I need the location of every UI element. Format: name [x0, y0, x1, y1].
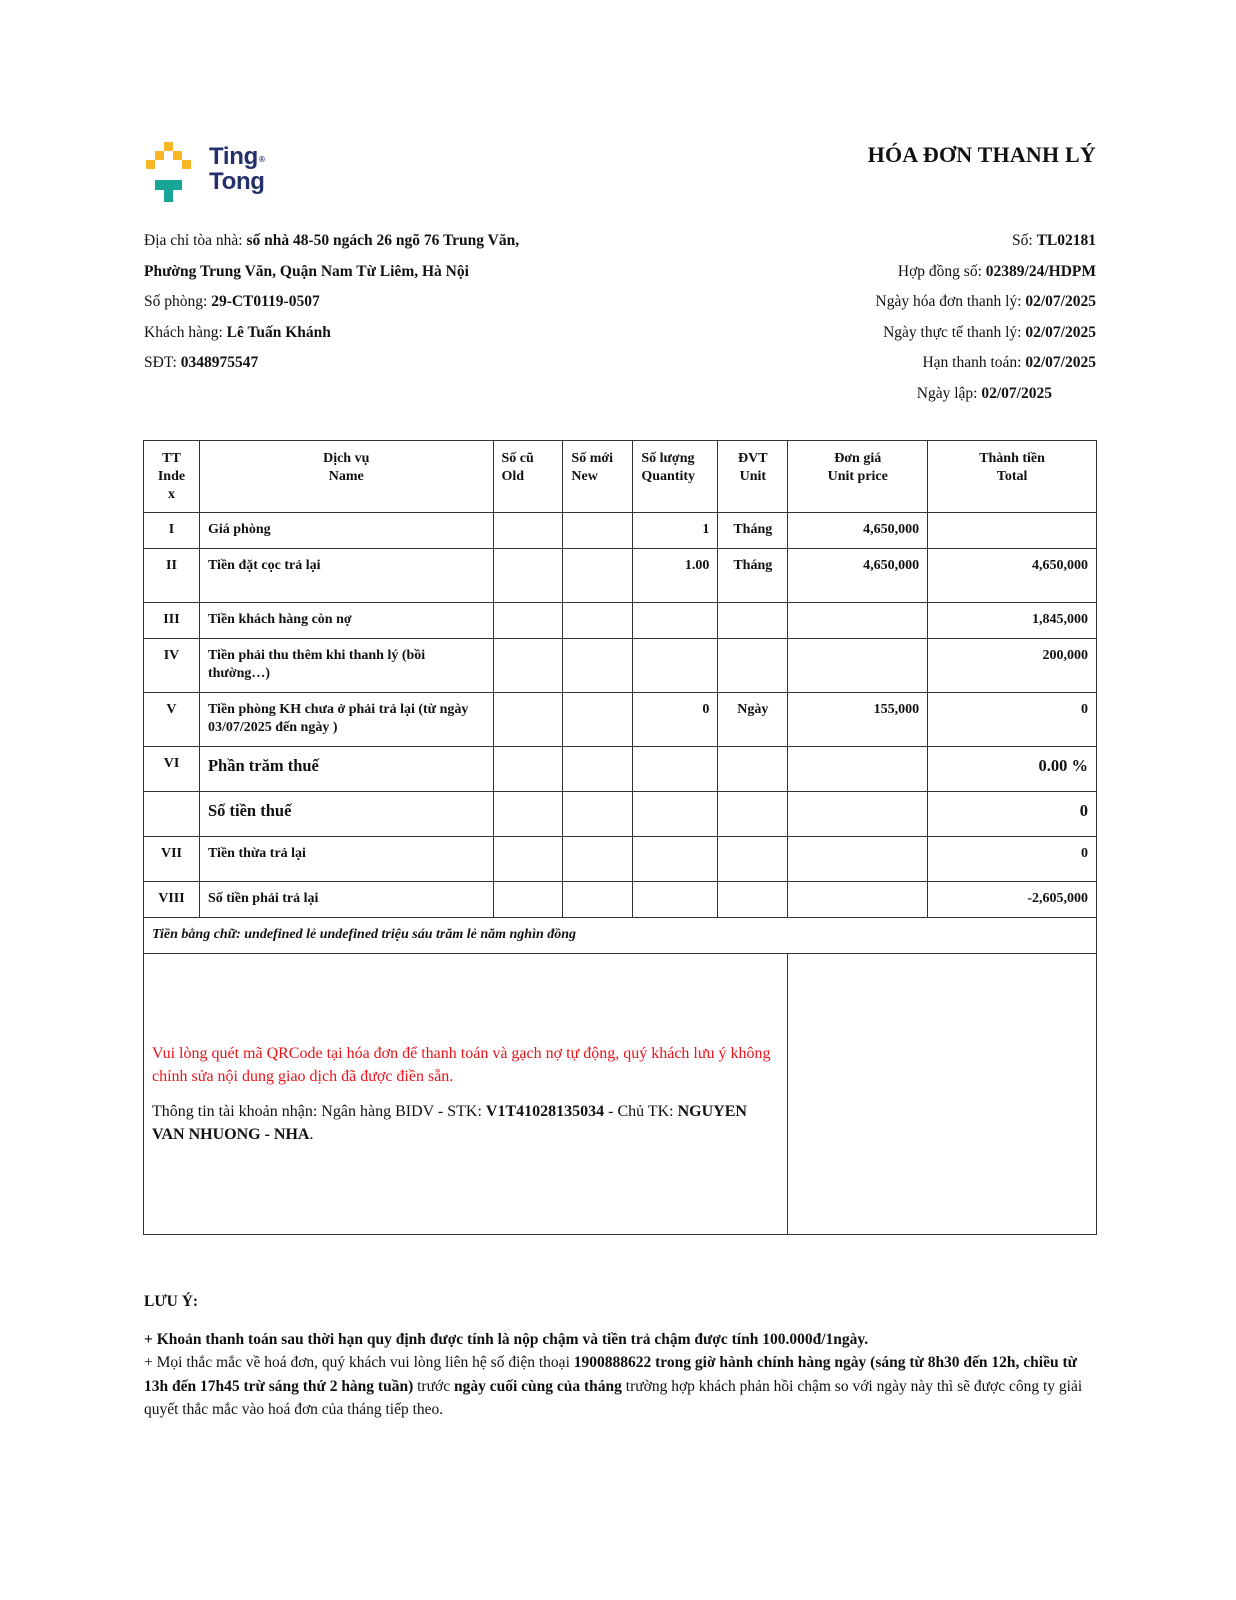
row-name: Tiền khách hàng còn nợ: [199, 603, 493, 639]
account-number: V1T41028135034: [485, 1103, 605, 1120]
bank-account-info: [152, 1100, 779, 1146]
row-unit: [718, 603, 788, 639]
row-unit: [718, 837, 788, 882]
row-total: 1,845,000: [928, 603, 1097, 639]
row-new: [563, 639, 633, 693]
header-total: Thành tiền Total: [928, 441, 1097, 513]
customer-label: Khách hàng:: [144, 323, 227, 341]
invoice-meta: [876, 226, 1096, 409]
table-row: [144, 882, 1097, 918]
row-unit: [718, 639, 788, 693]
table-row: [144, 693, 1097, 747]
row-quantity: [633, 837, 718, 882]
row-name: Số tiền thuế: [199, 792, 493, 837]
row-total: 0.00 %: [928, 747, 1097, 792]
header-index: TT Inde x: [144, 441, 200, 513]
account-holder-label: - Chủ TK:: [604, 1103, 678, 1120]
row-name: Tiền đặt cọc trả lại: [199, 549, 493, 603]
phone-line: [144, 348, 519, 379]
row-name: Tiền phòng KH chưa ở phải trả lại (từ ngày 03/07/2025 đến ngày ): [199, 693, 493, 747]
row-name: Tiền thừa trả lại: [199, 837, 493, 882]
notes-heading: LƯU Ý:: [144, 1293, 199, 1310]
row-old: [493, 837, 563, 882]
row-unit: [718, 747, 788, 792]
qr-code-cell: [788, 954, 1097, 1235]
row-new: [563, 747, 633, 792]
invoice-date-label: Ngày hóa đơn thanh lý:: [875, 293, 1026, 310]
row-name: Phần trăm thuế: [199, 747, 493, 792]
row-old: [493, 549, 563, 603]
row-index: II: [144, 549, 200, 603]
row-old: [493, 792, 563, 837]
logo-wordmark: [209, 144, 265, 194]
amount-in-words: Tiền bằng chữ: undefined lẻ undefined triệu sáu trăm lẻ năm nghìn đồng: [144, 918, 1097, 954]
created-date-label: Ngày lập:: [916, 384, 982, 402]
account-label: Thông tin tài khoản nhận: Ngân hàng BIDV - STK:: [152, 1103, 486, 1120]
row-old: [493, 603, 563, 639]
contact-note: [144, 1351, 1104, 1422]
row-quantity: [633, 747, 718, 792]
row-name: Tiền phải thu thêm khi thanh lý (bồi thường…): [199, 639, 493, 693]
header-old: Số cũ Old: [493, 441, 563, 513]
contract-label: Hợp đồng số:: [897, 262, 986, 280]
header-new: Số mới New: [563, 441, 633, 513]
row-old: [493, 693, 563, 747]
row-index: V: [144, 693, 200, 747]
account-holder: NGUYEN VAN NHUONG - NHA: [152, 1103, 747, 1143]
qr-notice: Vui lòng quét mã QRCode tại hóa đơn để thanh toán và gạch nợ tự động, quý khách lưu ý không chỉnh sửa nội dung giao dịch đã được điền sẵn.: [152, 1045, 771, 1085]
row-quantity: [633, 603, 718, 639]
row-name: Giá phòng: [199, 513, 493, 549]
logo-square-icon: [182, 160, 191, 169]
header-quantity: Số lượng Quantity: [633, 441, 718, 513]
logo-square-icon: [155, 151, 164, 160]
late-payment-note: + Khoản thanh toán sau thời hạn quy định được tính là nộp chậm và tiền trả chậm được tính 100.000đ/1ngày.: [144, 1330, 869, 1348]
invoice-date-value: 02/07/2025: [1025, 293, 1096, 310]
logo-bar-icon: [155, 180, 182, 190]
tingtong-logo: [144, 142, 294, 204]
row-unit-price: [788, 837, 928, 882]
row-quantity: 1.00: [633, 549, 718, 603]
row-index: VII: [144, 837, 200, 882]
row-unit-price: [788, 639, 928, 693]
row-unit: Tháng: [718, 549, 788, 603]
due-date-line: [876, 348, 1096, 379]
actual-date-value: 02/07/2025: [1025, 323, 1096, 341]
row-unit-price: 155,000: [788, 693, 928, 747]
row-quantity: [633, 882, 718, 918]
logo-square-icon: [146, 160, 155, 169]
row-new: [563, 882, 633, 918]
amount-in-words-row: [144, 918, 1097, 954]
header-unit-price: Đơn giá Unit price: [788, 441, 928, 513]
row-new: [563, 837, 633, 882]
actual-date-line: [876, 318, 1096, 349]
payment-info: [144, 954, 787, 1146]
row-unit-price: [788, 792, 928, 837]
row-new: [563, 549, 633, 603]
row-unit-price: [788, 882, 928, 918]
logo-square-icon: [164, 142, 173, 151]
logo-square-icon: [173, 151, 182, 160]
invoice-number-label: Số:: [1012, 232, 1037, 249]
payment-row: [144, 954, 1097, 1235]
invoice-number-line: [876, 226, 1096, 257]
phone-value: 0348975547: [180, 354, 259, 371]
table-header-row: [144, 441, 1097, 513]
notes-section: [144, 1290, 1104, 1422]
contact-note-text: + Mọi thắc mắc về hoá đơn, quý khách vui lòng liên hệ số điện thoại: [144, 1354, 574, 1371]
row-total: 0: [928, 792, 1097, 837]
row-quantity: [633, 639, 718, 693]
row-total: 0: [928, 837, 1097, 882]
row-total: 4,650,000: [928, 549, 1097, 603]
logo-stem-icon: [164, 190, 173, 202]
due-date-label: Hạn thanh toán:: [922, 354, 1026, 371]
contract-value: 02389/24/HDPM: [985, 262, 1096, 280]
account-suffix: .: [309, 1126, 314, 1143]
row-old: [493, 882, 563, 918]
created-date-value: 02/07/2025: [981, 384, 1052, 402]
actual-date-label: Ngày thực tế thanh lý:: [883, 323, 1026, 341]
row-unit-price: [788, 603, 928, 639]
row-old: [493, 639, 563, 693]
row-unit: [718, 882, 788, 918]
row-unit: [718, 792, 788, 837]
invoice-table: [143, 440, 1097, 1235]
table-row: [144, 747, 1097, 792]
row-index: III: [144, 603, 200, 639]
room-value: 29-CT0119-0507: [211, 293, 320, 310]
row-index: I: [144, 513, 200, 549]
row-quantity: [633, 792, 718, 837]
invoice-date-line: [876, 287, 1096, 318]
row-new: [563, 792, 633, 837]
row-total: 200,000: [928, 639, 1097, 693]
address-value-2: Phường Trung Văn, Quận Nam Từ Liêm, Hà Nội: [144, 262, 469, 280]
row-unit: Tháng: [718, 513, 788, 549]
row-total: [928, 513, 1097, 549]
logo-text-ting: Ting: [209, 143, 259, 170]
table-row: [144, 549, 1097, 603]
row-unit: Ngày: [718, 693, 788, 747]
address-line-2: [144, 257, 519, 288]
row-index: VI: [144, 747, 200, 792]
row-index: VIII: [144, 882, 200, 918]
row-quantity: 1: [633, 513, 718, 549]
contact-note-text: trường hợp khách phản hồi chậm so với ngày này thì sẽ được công ty giải quyết thắc mắc vào hoá đơn của tháng tiếp theo.: [144, 1377, 1083, 1418]
invoice-title: HÓA ĐƠN THANH LÝ: [867, 142, 1096, 167]
registered-mark: ®: [259, 155, 265, 164]
row-total: -2,605,000: [928, 882, 1097, 918]
row-old: [493, 747, 563, 792]
row-quantity: 0: [633, 693, 718, 747]
address-label: Địa chỉ tòa nhà:: [144, 232, 247, 249]
due-date-value: 02/07/2025: [1025, 354, 1096, 371]
customer-line: [144, 318, 519, 349]
table-row: [144, 603, 1097, 639]
row-index: [144, 792, 200, 837]
row-new: [563, 603, 633, 639]
table-row: [144, 837, 1097, 882]
address-line-1: [144, 226, 519, 257]
row-old: [493, 513, 563, 549]
row-unit-price: [788, 747, 928, 792]
row-name: Số tiền phải trả lại: [199, 882, 493, 918]
room-label: Số phòng:: [144, 293, 212, 310]
payment-info-cell: [144, 954, 788, 1235]
hotline-hours: 1900888622 trong giờ hành chính hàng ngày (sáng từ 8h30 đến 12h, chiều từ 13h đến 17h45 trừ sáng thứ 2 hàng tuần): [144, 1354, 1077, 1395]
table-row: [144, 792, 1097, 837]
deadline-text: ngày cuối cùng của tháng: [453, 1377, 622, 1395]
created-date-line: [876, 379, 1096, 410]
contact-note-text: trước: [413, 1377, 454, 1395]
table-row: [144, 639, 1097, 693]
customer-value: Lê Tuấn Khánh: [226, 323, 331, 341]
invoice-number-value: TL02181: [1036, 232, 1096, 249]
row-unit-price: 4,650,000: [788, 513, 928, 549]
row-new: [563, 693, 633, 747]
room-line: [144, 287, 519, 318]
address-value: số nhà 48-50 ngách 26 ngõ 76 Trung Văn,: [246, 232, 520, 249]
row-new: [563, 513, 633, 549]
phone-label: SĐT:: [144, 354, 181, 371]
header-name: Dịch vụ Name: [199, 441, 493, 513]
logo-text-tong: Tong: [209, 168, 265, 195]
contract-line: [876, 257, 1096, 288]
customer-info: [144, 226, 519, 379]
row-unit-price: 4,650,000: [788, 549, 928, 603]
row-index: IV: [144, 639, 200, 693]
header-unit: ĐVT Unit: [718, 441, 788, 513]
row-total: 0: [928, 693, 1097, 747]
table-row: [144, 513, 1097, 549]
